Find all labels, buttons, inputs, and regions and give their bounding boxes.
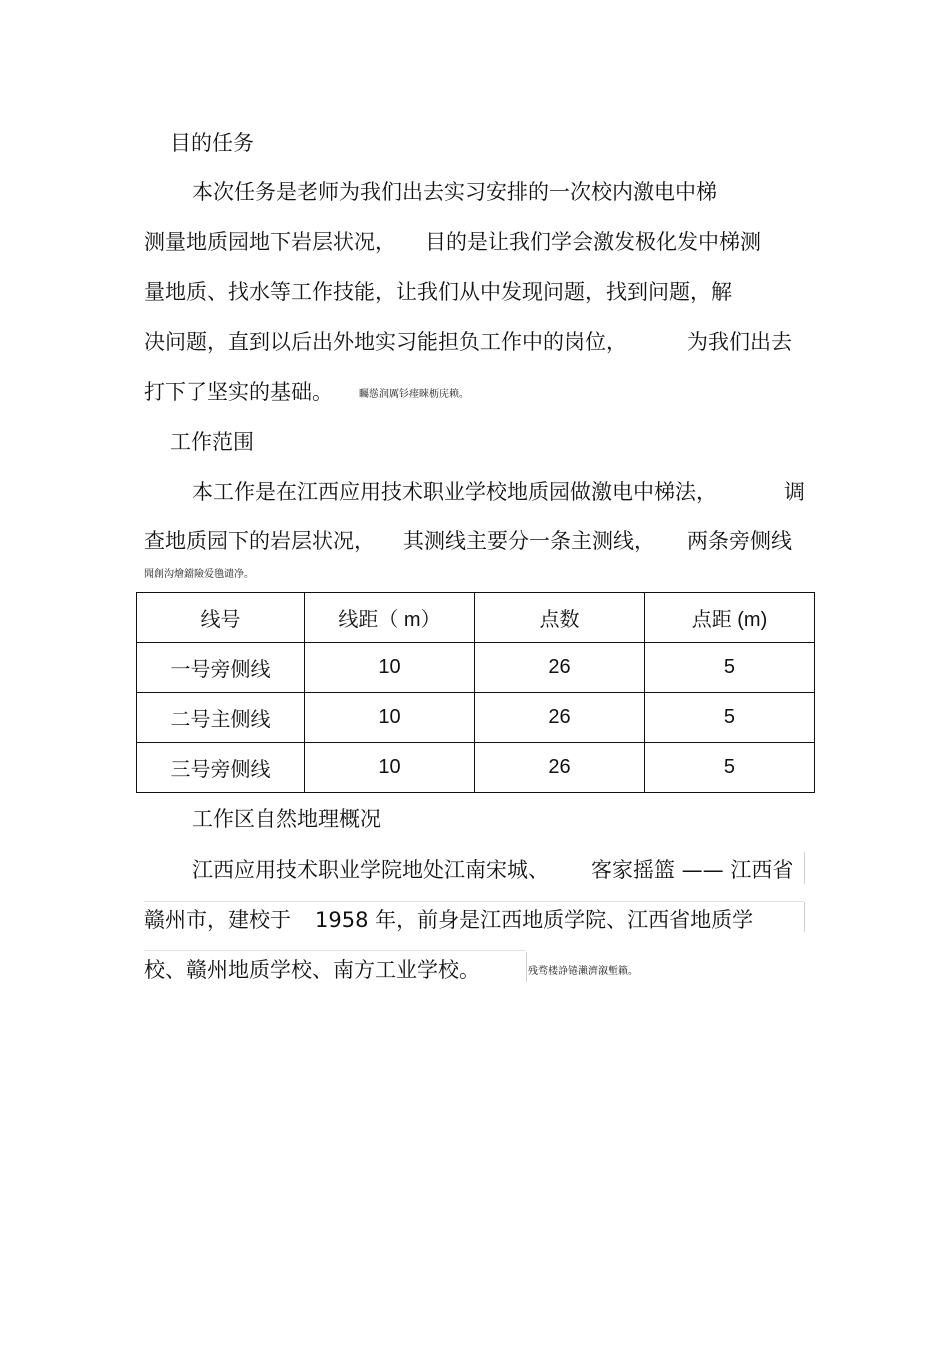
section-heading-scope: 工作范围 [170,430,254,454]
nature-line-1b: 客家摇篮 —— 江西省 [591,858,794,882]
table-row [137,643,815,693]
table-cell: 一号旁侧线 [137,643,305,693]
purpose-line-4a: 决问题，直到以后出外地实习能担负工作中的岗位， [144,330,627,354]
purpose-line-4b: 为我们出去 [687,330,792,354]
nature-note: 残骛楼諍锩瀨濟溆塹籟。 [528,966,638,977]
table-cell: 二号主侧线 [137,693,305,743]
header-point-count: 点数 [475,593,645,643]
section-heading-nature: 工作区自然地理概况 [192,807,381,831]
header-point-spacing: 点距 (m) [644,593,814,643]
scope-line-2c: 两条旁侧线 [687,529,792,553]
purpose-note: 矚慫润厲钐瘗睞枥庑赖。 [359,389,469,400]
table-cell: 26 [475,643,645,693]
frame-line [804,852,805,884]
scope-line-2a: 查地质园下的岩层状况， [144,529,375,553]
table-cell: 10 [304,693,474,743]
frame-line [144,901,804,902]
table-row [137,693,815,743]
purpose-line-2a: 测量地质园地下岩层状况， [144,230,396,254]
table-cell: 5 [644,693,814,743]
scope-line-1b: 调 [784,480,805,504]
frame-line [144,950,526,951]
table-cell: 三号旁侧线 [137,743,305,793]
table-row [137,743,815,793]
nature-line-2a: 赣州市，建校于 [144,908,291,932]
header-line-number: 线号 [137,593,305,643]
purpose-line-1: 本次任务是老师为我们出去实习安排的一次校内激电中梯 [192,180,717,204]
header-line-spacing: 线距（ m） [304,593,474,643]
scope-line-1a: 本工作是在江西应用技术职业学校地质园做激电中梯法， [192,480,717,504]
purpose-line-5: 打下了坚实的基础。 [144,380,333,404]
survey-lines-table [136,592,815,793]
scope-note: 聞創沟燴鐺險爱氇谴净。 [144,569,254,580]
section-heading-purpose: 目的任务 [170,131,254,155]
nature-line-3: 校、赣州地质学校、南方工业学校。 [144,958,480,982]
purpose-line-2b: 目的是让我们学会激发极化发中梯测 [425,230,761,254]
frame-line [804,902,805,932]
purpose-line-3: 量地质、找水等工作技能，让我们从中发现问题，找到问题，解 [144,280,732,304]
table-cell: 5 [644,743,814,793]
table-cell: 10 [304,643,474,693]
frame-line [526,952,527,982]
table-cell: 26 [475,693,645,743]
table-cell: 5 [644,643,814,693]
table-cell: 10 [304,743,474,793]
nature-line-1a: 江西应用技术职业学院地处江南宋城、 [192,858,549,882]
table-header-row [137,593,815,643]
table-cell: 26 [475,743,645,793]
scope-line-2b: 其测线主要分一条主测线， [403,529,655,553]
nature-line-2b: 1958 年，前身是江西地质学院、江西省地质学 [315,908,754,932]
